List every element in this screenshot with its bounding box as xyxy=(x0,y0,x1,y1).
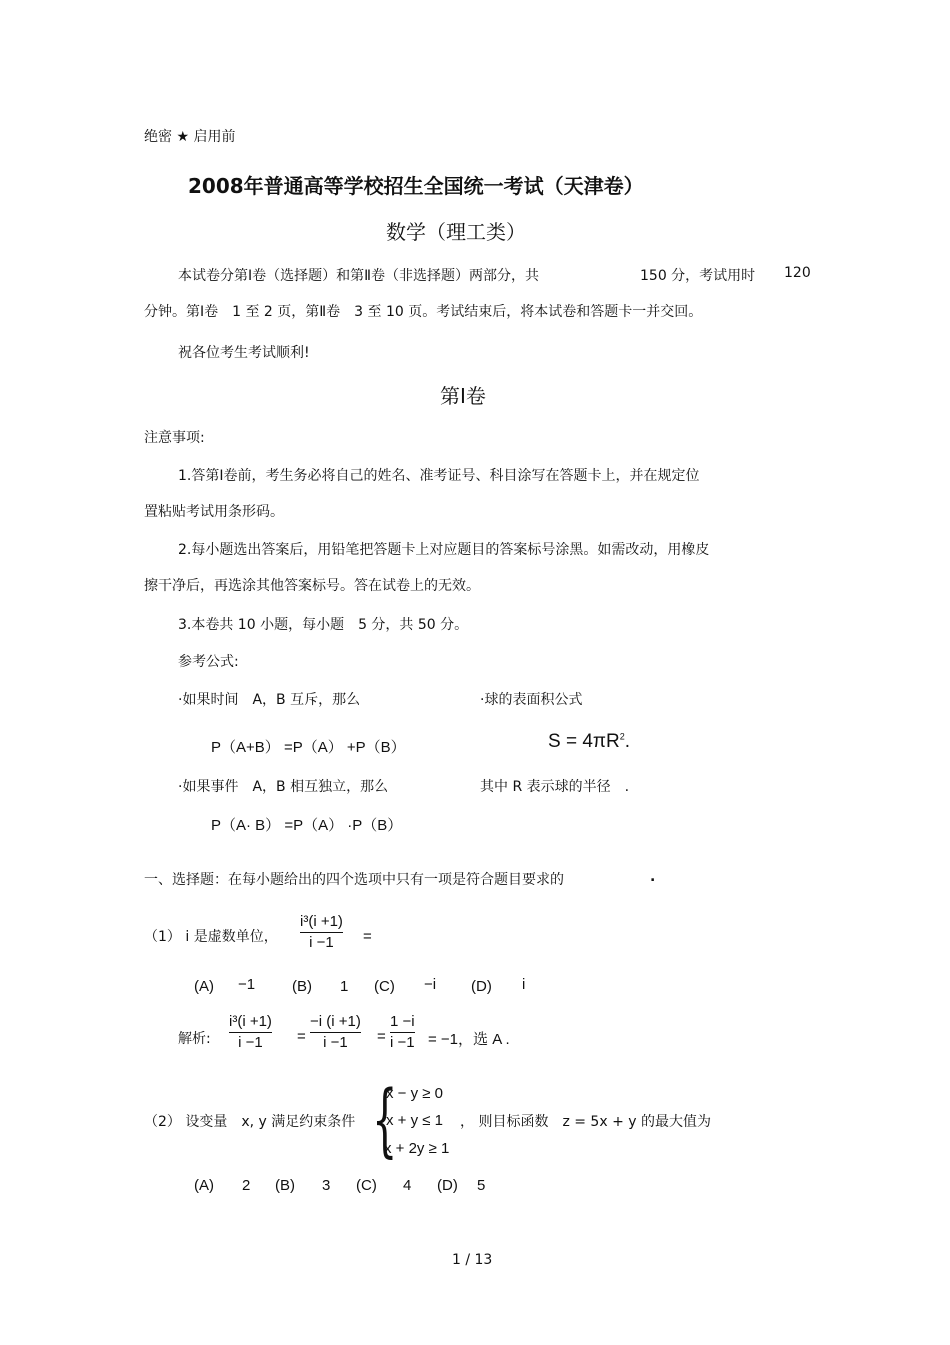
q2-option-a-label: (A) xyxy=(194,1177,214,1194)
q2-option-d-value: 5 xyxy=(477,1177,486,1194)
q1-solution-eq-1: = xyxy=(297,1028,306,1045)
q1-option-a-value: −1 xyxy=(238,976,256,993)
exam-title: 2008年普通高等学校招生全国统一考试（天津卷） xyxy=(188,174,644,198)
q1-sol-f3-den: i −1 xyxy=(390,1034,415,1051)
q1-option-a-label: (A) xyxy=(194,978,214,995)
formula-2-expr: $S = 4\pi R^2$. xyxy=(548,731,631,752)
q2-option-d-label: (D) xyxy=(437,1177,458,1194)
part1-heading: 一、选择题：在每小题给出的四个选项中只有一项是符合题目要求的 xyxy=(144,872,564,888)
formula-3-label: ·如果事件 A，B 相互独立，那么 xyxy=(178,779,389,795)
q1-option-b-value: 1 xyxy=(340,978,349,995)
intro-line1-c: 120 xyxy=(784,265,811,281)
q2-option-a-value: 2 xyxy=(242,1177,251,1194)
q2-option-b-value: 3 xyxy=(322,1177,331,1194)
q1-option-b-label: (B) xyxy=(292,978,312,995)
q1-sol-f3-num: 1 −i xyxy=(390,1013,415,1030)
q1-solution-label: 解析: xyxy=(178,1031,211,1047)
q1-solution-tail: = −1，选 A . xyxy=(428,1031,510,1048)
q1-solution-fraction-1 xyxy=(229,1012,272,1053)
q1-option-c-label: (C) xyxy=(374,978,395,995)
ref-heading: 参考公式: xyxy=(178,654,239,670)
q1-sol-f2-num: −i (i +1) xyxy=(310,1013,361,1030)
note-1b: 置粘贴考试用条形码。 xyxy=(144,504,284,520)
q2-brace-icon: { xyxy=(372,1073,398,1166)
q2-option-c-value: 4 xyxy=(403,1177,412,1194)
q2-option-b-label: (B) xyxy=(275,1177,295,1194)
q1-sol-f1-den: i −1 xyxy=(238,1034,263,1051)
q2-constraint-1: x − y ≥ 0 xyxy=(386,1085,444,1102)
q2-constraint-3: x + 2y ≥ 1 xyxy=(384,1140,450,1157)
formula-3-expr: P（A· B） =P（A） ·P（B） xyxy=(211,817,403,834)
q1-solution-eq-2: = xyxy=(377,1028,386,1045)
q1-option-d-label: (D) xyxy=(471,978,492,995)
q1-numerator: i³(i +1) xyxy=(300,913,343,930)
q2-option-c-label: (C) xyxy=(356,1177,377,1194)
q1-option-c-value: −i xyxy=(424,976,437,993)
q1-solution-fraction-2 xyxy=(310,1012,361,1053)
page-number: 1 / 13 xyxy=(452,1252,493,1268)
intro-line2: 分钟。第Ⅰ卷 1 至 2 页，第Ⅱ卷 3 至 10 页。考试结束后，将本试卷和答题卡一并交回。 xyxy=(144,304,703,320)
q1-denominator: i −1 xyxy=(309,934,334,951)
intro-line1-a: 本试卷分第Ⅰ卷（选择题）和第Ⅱ卷（非选择题）两部分，共 xyxy=(178,268,540,284)
note-1a: 1.答第Ⅰ卷前，考生务必将自己的姓名、准考证号、科目涂写在答题卡上，并在规定位 xyxy=(178,468,700,484)
note-2a: 2.每小题选出答案后，用铅笔把答题卡上对应题目的答案标号涂黑。如需改动，用橡皮 xyxy=(178,542,710,558)
intro-line1-b: 150 分，考试用时 xyxy=(640,268,756,284)
q1-fraction xyxy=(300,912,343,953)
formula-1-expr: P（A+B） =P（A） +P（B） xyxy=(211,739,406,756)
classified-label: 绝密 ★ 启用前 xyxy=(144,129,236,145)
formula-2-label: ·球的表面积公式 xyxy=(480,692,583,708)
q2-stem: （2） 设变量 x, y 满足约束条件 xyxy=(144,1114,356,1130)
q1-sol-f2-den: i −1 xyxy=(323,1034,348,1051)
intro-wish: 祝各位考生考试顺利! xyxy=(178,345,310,361)
formula-1-label: ·如果时间 A，B 互斥，那么 xyxy=(178,692,361,708)
section-title: 第Ⅰ卷 xyxy=(440,384,486,408)
note-3: 3.本卷共 10 小题，每小题 5 分，共 50 分。 xyxy=(178,617,469,633)
q1-equals: = xyxy=(363,928,372,945)
formula-4-label: 其中 R 表示球的半径 . xyxy=(480,779,630,795)
q2-constraint-2: x + y ≤ 1 xyxy=(386,1112,444,1129)
q2-tail: ， 则目标函数 z = 5x + y 的最大值为 xyxy=(460,1114,711,1130)
part1-heading-dot: . xyxy=(650,869,656,885)
q1-stem: （1） i 是虚数单位， xyxy=(144,929,278,945)
q1-sol-f1-num: i³(i +1) xyxy=(229,1013,272,1030)
notes-heading: 注意事项: xyxy=(144,430,205,446)
note-2b: 擦干净后，再选涂其他答案标号。答在试卷上的无效。 xyxy=(144,578,480,594)
q1-option-d-value: i xyxy=(522,976,526,993)
q1-solution-fraction-3 xyxy=(390,1012,415,1053)
exam-subtitle: 数学（理工类） xyxy=(386,220,526,244)
